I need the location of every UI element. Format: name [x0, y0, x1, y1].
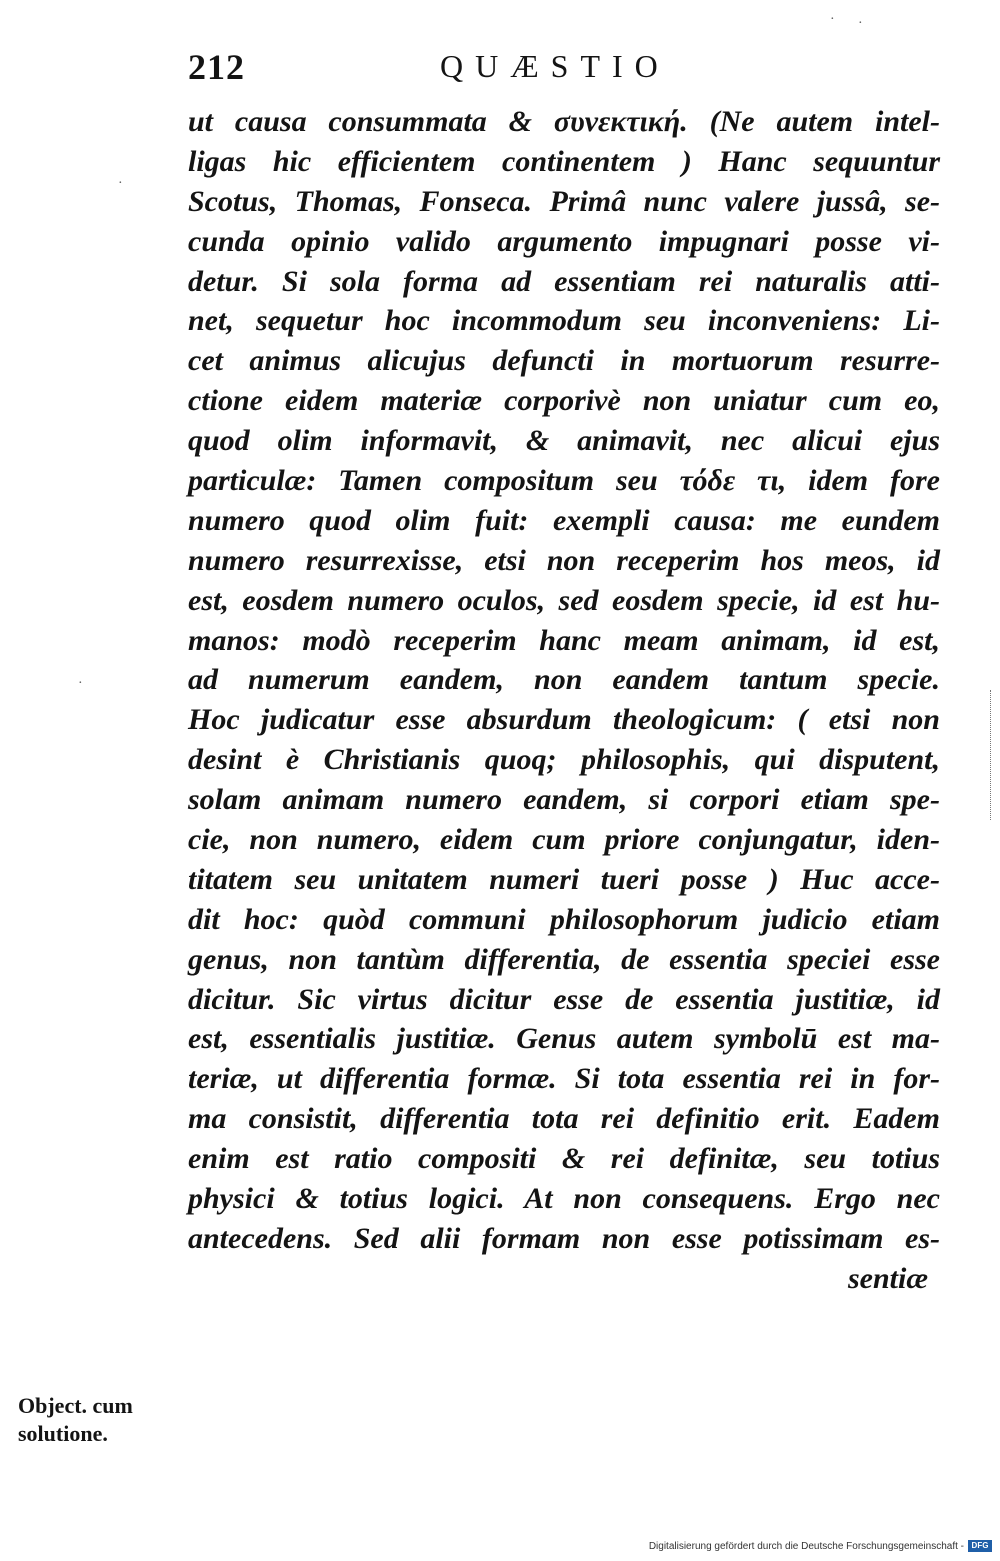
text-line: cet animus alicujus defuncti in mortuorum resurre- — [188, 344, 940, 378]
paper-speck: · — [118, 176, 123, 191]
text-line: cie, non numero, eidem cum priore conjungatur, iden- — [188, 823, 940, 857]
text-line: enim est ratio compositi & rei definitæ, seu totius — [188, 1142, 940, 1176]
text-line: dicitur. Sic virtus dicitur esse de essentia justitiæ, id — [188, 982, 940, 1016]
paper-speck: · — [78, 676, 83, 691]
page-number: 212 — [188, 47, 245, 87]
text-line: numero quod olim fuit: exempli causa: me eundem — [188, 503, 940, 537]
text-line: cunda opinio valido argumento impugnari posse vi- — [188, 224, 940, 258]
text-line: numero resurrexisse, etsi non receperim hos meos, id — [188, 543, 940, 577]
text-line: titatem seu unitatem numeri tueri posse ) Huc acce- — [188, 862, 940, 896]
dfg-logo: DFG — [968, 1540, 992, 1552]
text-line: manos: modò receperim hanc meam animam, id est, — [188, 623, 940, 657]
text-line: detur. Si sola forma ad essentiam rei naturalis atti- — [188, 264, 940, 298]
text-line: desint è Christianis quoq; philosophis, qui disputent, — [188, 743, 940, 777]
page-header — [188, 46, 748, 96]
text-line: ma consistit, differentia tota rei definitio erit. Eadem — [188, 1102, 940, 1136]
text-line: dit hoc: quòd communi philosophorum judicio etiam — [188, 902, 940, 936]
text-line: physici & totius logici. At non consequens. Ergo nec — [188, 1182, 940, 1216]
marginal-note-line: Object. cum — [18, 1393, 133, 1418]
text-line: ut causa consummata & συνεκτική. (Ne autem intel- — [188, 105, 940, 138]
text-line: ad numerum eandem, non eandem tantum specie. — [188, 663, 940, 697]
marginal-note-line: solutione. — [18, 1421, 108, 1446]
text-line: sentiæ — [847, 1261, 928, 1295]
page-edge-shadow — [990, 690, 994, 820]
text-line: ctione eidem materiæ corporivè non uniatur cum eo, — [188, 384, 940, 418]
text-line: antecedens. Sed alii formam non esse potissimam es- — [188, 1221, 940, 1255]
text-line: ligas hic efficientem continentem ) Hanc sequuntur — [188, 144, 940, 178]
text-line: est, essentialis justitiæ. Genus autem symbolū est ma- — [188, 1022, 940, 1056]
text-line: est, eosdem numero oculos, sed eosdem specie, id est hu- — [188, 583, 940, 617]
text-line: teriæ, ut differentia formæ. Si tota essentia rei in for- — [188, 1062, 940, 1096]
text-line: genus, non tantùm differentia, de essentia speciei esse — [188, 942, 940, 976]
text-line: particulæ: Tamen compositum seu τόδε τι, idem fore — [188, 464, 940, 498]
text-line: Scotus, Thomas, Fonseca. Primâ nunc valere jussâ, se- — [188, 184, 940, 218]
paper-speck: · — [858, 16, 863, 31]
running-head: QUÆSTIO — [440, 48, 670, 84]
digitization-credit: Digitalisierung gefördert durch die Deutsche Forschungsgemeinschaft - — [648, 1541, 964, 1552]
text-line: Hoc judicatur esse absurdum theologicum: ( etsi non — [188, 703, 940, 737]
paper-speck: · — [830, 12, 835, 27]
marginal-note — [18, 1392, 183, 1448]
text-line: quod olim informavit, & animavit, nec alicui ejus — [188, 424, 940, 458]
text-line: net, sequetur hoc incommodum seu inconveniens: Li- — [188, 304, 940, 338]
body-text — [188, 102, 940, 1299]
text-line: solam animam numero eandem, si corpori etiam spe- — [188, 783, 940, 817]
